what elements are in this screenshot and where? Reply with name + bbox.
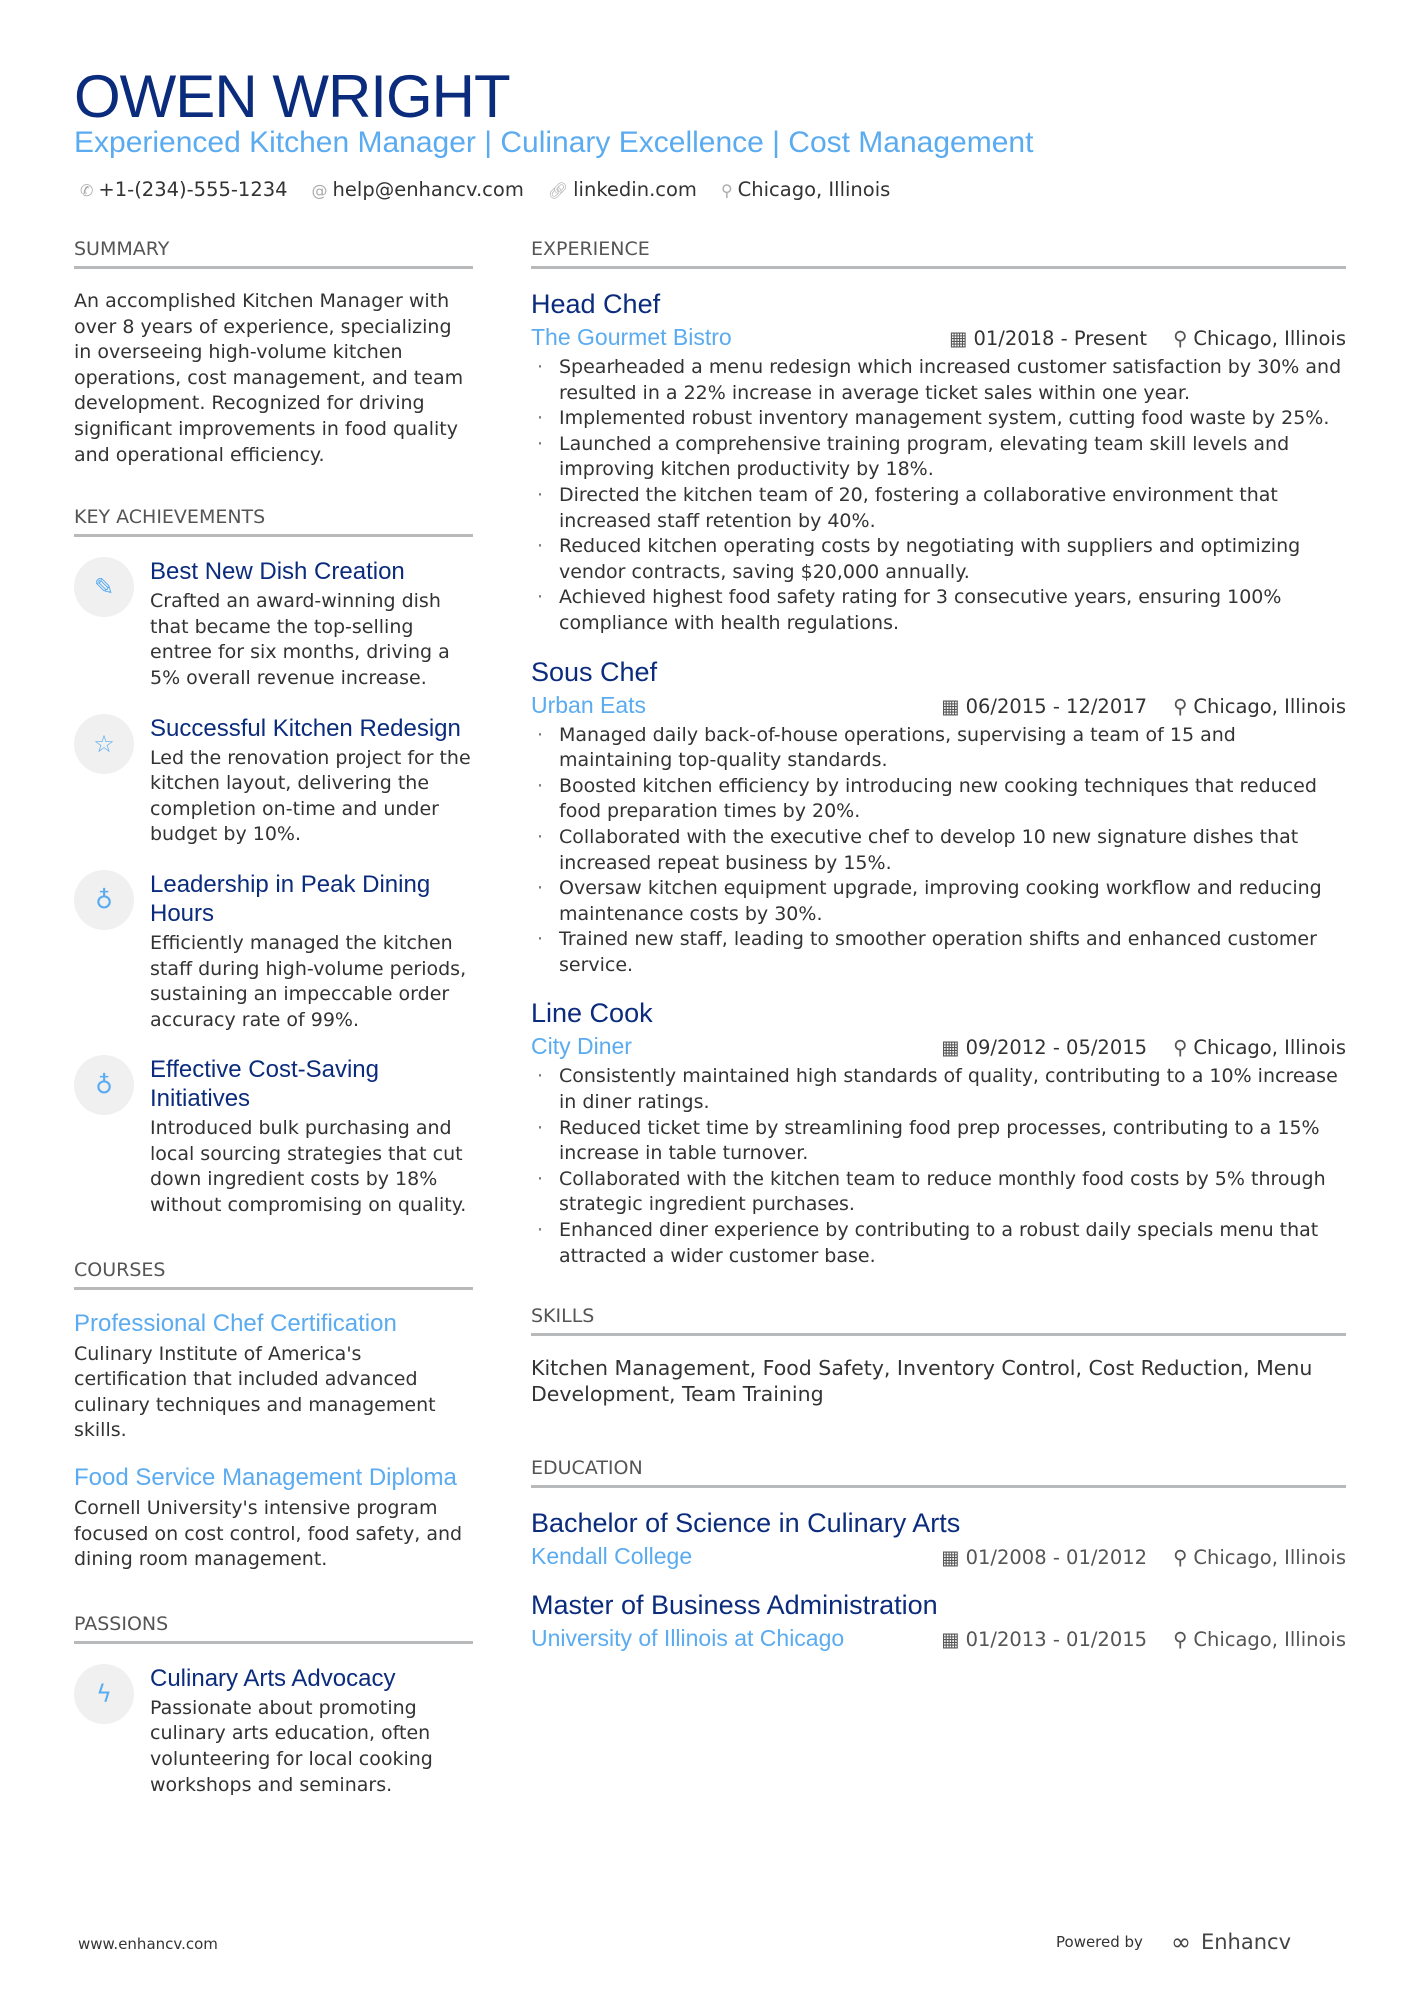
education-location: Chicago, Illinois	[1193, 1546, 1346, 1570]
summary-text: An accomplished Kitchen Manager with over 8 years of experience, specializing in overseeing high-volume kitchen operations, cost management, and team development. Recognized for driving significant improvements in food quality and operational efficiency.	[74, 290, 464, 466]
left-column	[74, 238, 473, 1820]
job-location: Chicago, Illinois	[1193, 327, 1346, 350]
email-text[interactable]: help@enhancv.com	[332, 178, 524, 201]
contact-bar	[80, 178, 890, 201]
location-icon: ⚲	[1173, 694, 1188, 718]
passions-heading: PASSIONS	[74, 1613, 473, 1644]
job-bullet: · Launched a comprehensive training program, elevating team skill levels and improving kitchen productivity by 18%.	[531, 432, 1346, 483]
phone-text: +1-(234)-555-1234	[98, 178, 288, 201]
candidate-title: Experienced Kitchen Manager | Culinary Excellence | Cost Management	[74, 126, 1034, 159]
course-item	[74, 1464, 473, 1573]
job-bullet: · Achieved highest food safety rating for 3 consecutive years, ensuring 100% compliance with health regulations.	[531, 585, 1346, 636]
course-text: Cornell University's intensive program focused on cost control, food safety, and dining room management.	[74, 1497, 463, 1571]
brand-name: Enhancv	[1200, 1930, 1291, 1954]
job-dates: 09/2012 - 05/2015	[965, 1036, 1148, 1060]
link-icon: 🔗︎	[547, 181, 569, 200]
achievement-title: Best New Dish Creation	[150, 558, 405, 586]
school-name: Kendall College	[531, 1543, 693, 1570]
courses-heading: COURSES	[74, 1259, 473, 1290]
job-bullet: · Directed the kitchen team of 20, fostering a collaborative environment that increased staff retention by 40%.	[531, 483, 1346, 534]
education-dates: 01/2008 - 01/2012	[965, 1546, 1148, 1570]
job-location: Chicago, Illinois	[1193, 1036, 1346, 1060]
bolt-icon: ϟ	[74, 1664, 134, 1724]
company-name: The Gourmet Bistro	[531, 324, 732, 350]
job-dates: 01/2018 - Present	[973, 327, 1148, 350]
skills-text: Kitchen Management, Food Safety, Inventory Control, Cost Reduction, Menu Development, Team Training	[531, 1356, 1313, 1406]
contact-phone	[80, 178, 288, 201]
job-bullet: · Consistently maintained high standards of quality, contributing to a 10% increase in diner ratings.	[531, 1064, 1346, 1115]
achievements-heading: KEY ACHIEVEMENTS	[74, 506, 473, 537]
achievement-item	[74, 1055, 473, 1218]
job-title: Head Chef	[531, 289, 661, 319]
company-name: City Diner	[531, 1033, 632, 1060]
degree: Master of Business Administration	[531, 1590, 938, 1621]
calendar-icon: ▦	[941, 1036, 960, 1060]
job-bullet: · Reduced ticket time by streamlining food prep processes, contributing to a 15% increase in table turnover.	[531, 1116, 1346, 1167]
degree: Bachelor of Science in Culinary Arts	[531, 1508, 961, 1539]
school-name: University of Illinois at Chicago	[531, 1625, 845, 1652]
calendar-icon: ▦	[941, 1546, 960, 1570]
job-entry	[531, 289, 1346, 637]
job-title: Line Cook	[531, 998, 653, 1029]
achievement-item	[74, 557, 473, 691]
education-entry	[531, 1590, 1346, 1652]
contact-linkedin[interactable]	[548, 178, 697, 201]
lightbulb-icon: ♁	[74, 870, 134, 930]
passion-text: Passionate about promoting culinary arts education, often volunteering for local cooking workshops and seminars.	[150, 1696, 433, 1796]
course-title: Professional Chef Certification	[74, 1309, 397, 1337]
contact-location	[721, 178, 890, 201]
phone-icon: ✆	[80, 181, 94, 200]
footer-website[interactable]: www.enhancv.com	[78, 1935, 218, 1953]
right-column	[531, 238, 1346, 1672]
passion-item	[74, 1664, 473, 1798]
education-heading: EDUCATION	[531, 1457, 1346, 1488]
achievement-title: Effective Cost-Saving Initiatives	[150, 1056, 379, 1113]
education-dates: 01/2013 - 01/2015	[965, 1628, 1148, 1652]
job-bullet: · Collaborated with the kitchen team to reduce monthly food costs by 5% through strategic ingredient purchases.	[531, 1167, 1346, 1218]
calendar-icon: ▦	[941, 1628, 960, 1652]
course-item	[74, 1310, 473, 1444]
job-entry	[531, 998, 1346, 1269]
achievement-title: Leadership in Peak Dining Hours	[150, 870, 431, 927]
location-icon: ⚲	[1173, 1546, 1188, 1570]
magic-wand-icon: ✎	[74, 557, 134, 617]
at-icon: @	[311, 181, 328, 200]
star-icon: ☆	[74, 714, 134, 774]
linkedin-text[interactable]: linkedin.com	[573, 178, 697, 201]
job-bullet: · Managed daily back-of-house operations, supervising a team of 15 and maintaining top-quality standards.	[531, 723, 1346, 774]
calendar-icon: ▦	[949, 327, 968, 350]
education-entry	[531, 1508, 1346, 1570]
summary-heading: SUMMARY	[74, 238, 473, 269]
achievement-item	[74, 870, 473, 1033]
job-bullet: · Spearheaded a menu redesign which increased customer satisfaction by 30% and resulted in a 22% increase in average ticket sales within one year.	[531, 355, 1346, 406]
contact-email[interactable]	[312, 178, 524, 201]
passion-title: Culinary Arts Advocacy	[150, 1664, 396, 1692]
job-bullet: · Oversaw kitchen equipment upgrade, improving cooking workflow and reducing maintenance costs by 30%.	[531, 876, 1346, 927]
skills-heading: SKILLS	[531, 1305, 1346, 1336]
achievement-text: Crafted an award-winning dish that became the top-selling entree for six months, driving a 5% overall revenue increase.	[150, 590, 450, 689]
job-bullet: · Boosted kitchen efficiency by introducing new cooking techniques that reduced food preparation times by 20%.	[531, 774, 1346, 825]
powered-by-text: Powered by	[1056, 1933, 1143, 1951]
location-icon: ⚲	[1173, 1036, 1188, 1060]
job-location: Chicago, Illinois	[1193, 694, 1346, 718]
footer-brand	[1056, 1928, 1291, 1956]
job-entry	[531, 657, 1346, 979]
achievement-text: Led the renovation project for the kitchen layout, delivering the completion on-time and under budget by 10%.	[150, 746, 471, 846]
job-title: Sous Chef	[531, 656, 658, 687]
company-name: Urban Eats	[531, 691, 647, 718]
calendar-icon: ▦	[941, 694, 960, 718]
location-icon: ⚲	[1173, 1628, 1188, 1652]
education-location: Chicago, Illinois	[1193, 1628, 1346, 1652]
location-icon: ⚲	[1173, 327, 1188, 350]
job-bullet: · Reduced kitchen operating costs by negotiating with suppliers and optimizing vendor contracts, saving $20,000 annually.	[531, 534, 1346, 585]
achievement-text: Efficiently managed the kitchen staff during high-volume periods, sustaining an impeccable order accuracy rate of 99%.	[150, 931, 467, 1031]
experience-heading: EXPERIENCE	[531, 238, 1346, 269]
achievement-text: Introduced bulk purchasing and local sourcing strategies that cut down ingredient costs by 18% without compromising on quality.	[150, 1117, 467, 1217]
location-text: Chicago, Illinois	[737, 178, 891, 201]
job-bullet: · Enhanced diner experience by contributing to a robust daily specials menu that attracted a wider customer base.	[531, 1218, 1346, 1269]
job-dates: 06/2015 - 12/2017	[965, 694, 1148, 718]
location-icon: ⚲	[720, 181, 733, 200]
achievement-title: Successful Kitchen Redesign	[150, 714, 461, 742]
job-bullet: · Collaborated with the executive chef to develop 10 new signature dishes that increased repeat business by 15%.	[531, 825, 1346, 876]
job-bullet: · Trained new staff, leading to smoother operation shifts and enhanced customer service.	[531, 927, 1346, 978]
candidate-name: OWEN WRIGHT	[74, 63, 510, 130]
enhancv-logo-icon: ∞	[1170, 1928, 1191, 1956]
job-bullet: · Implemented robust inventory management system, cutting food waste by 25%.	[531, 406, 1346, 432]
course-title: Food Service Management Diploma	[74, 1464, 457, 1492]
course-text: Culinary Institute of America's certification that included advanced culinary techniques and management skills.	[74, 1342, 436, 1442]
lightbulb-icon: ♁	[74, 1055, 134, 1115]
achievement-item	[74, 714, 473, 848]
